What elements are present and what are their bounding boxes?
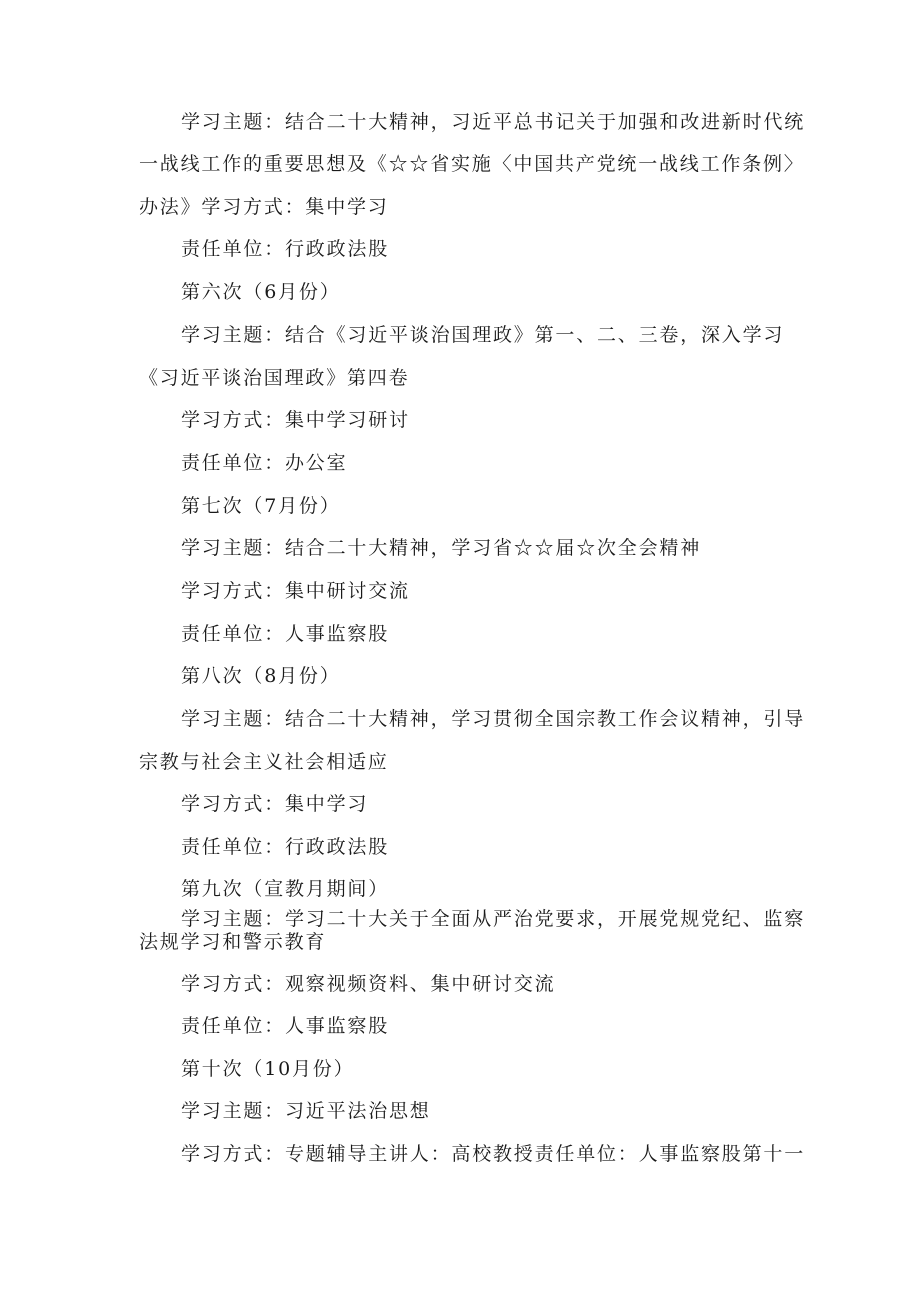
- section-heading: 第八次（8月份）: [181, 665, 341, 687]
- section-heading: 第十次（10月份）: [181, 1058, 355, 1080]
- paragraph-line: 学习主题：结合二十大精神，习近平总书记关于加强和改进新时代统: [181, 111, 806, 133]
- paragraph-line: 学习主题：习近平法治思想: [181, 1100, 431, 1122]
- paragraph-line: 责任单位：人事监察股: [181, 623, 390, 645]
- paragraph-line: 一战线工作的重要思想及《☆☆省实施〈中国共产党统一战线工作条例〉: [139, 153, 805, 175]
- paragraph-line: 办法》学习方式：集中学习: [139, 196, 389, 218]
- paragraph-line: 学习方式：专题辅导主讲人：高校教授责任单位：人事监察股第十一: [181, 1143, 806, 1165]
- paragraph-line: 学习主题：学习二十大关于全面从严治党要求，开展党规党纪、监察: [181, 908, 806, 930]
- paragraph-line: 责任单位：办公室: [181, 452, 348, 474]
- paragraph-line: 学习方式：观察视频资料、集中研讨交流: [181, 973, 556, 995]
- paragraph-line: 责任单位：行政政法股: [181, 836, 390, 858]
- paragraph-line: 法规学习和警示教育: [139, 931, 327, 953]
- section-heading: 第六次（6月份）: [181, 281, 341, 303]
- paragraph-line: 学习主题：结合二十大精神，学习贯彻全国宗教工作会议精神，引导: [181, 708, 806, 730]
- section-heading: 第七次（7月份）: [181, 495, 341, 517]
- paragraph-line: 学习方式：集中学习: [181, 793, 369, 815]
- paragraph-line: 责任单位：行政政法股: [181, 238, 390, 260]
- paragraph-line: 责任单位：人事监察股: [181, 1015, 390, 1037]
- paragraph-line: 宗教与社会主义社会相适应: [139, 751, 389, 773]
- paragraph-line: 学习方式：集中研讨交流: [181, 580, 410, 602]
- paragraph-line: 学习方式：集中学习研讨: [181, 409, 410, 431]
- section-heading: 第九次（宣教月期间）: [181, 878, 390, 900]
- paragraph-line: 《习近平谈治国理政》第四卷: [139, 367, 410, 389]
- paragraph-line: 学习主题：结合《习近平谈治国理政》第一、二、三卷，深入学习: [181, 324, 785, 346]
- paragraph-line: 学习主题：结合二十大精神，学习省☆☆届☆次全会精神: [181, 537, 702, 559]
